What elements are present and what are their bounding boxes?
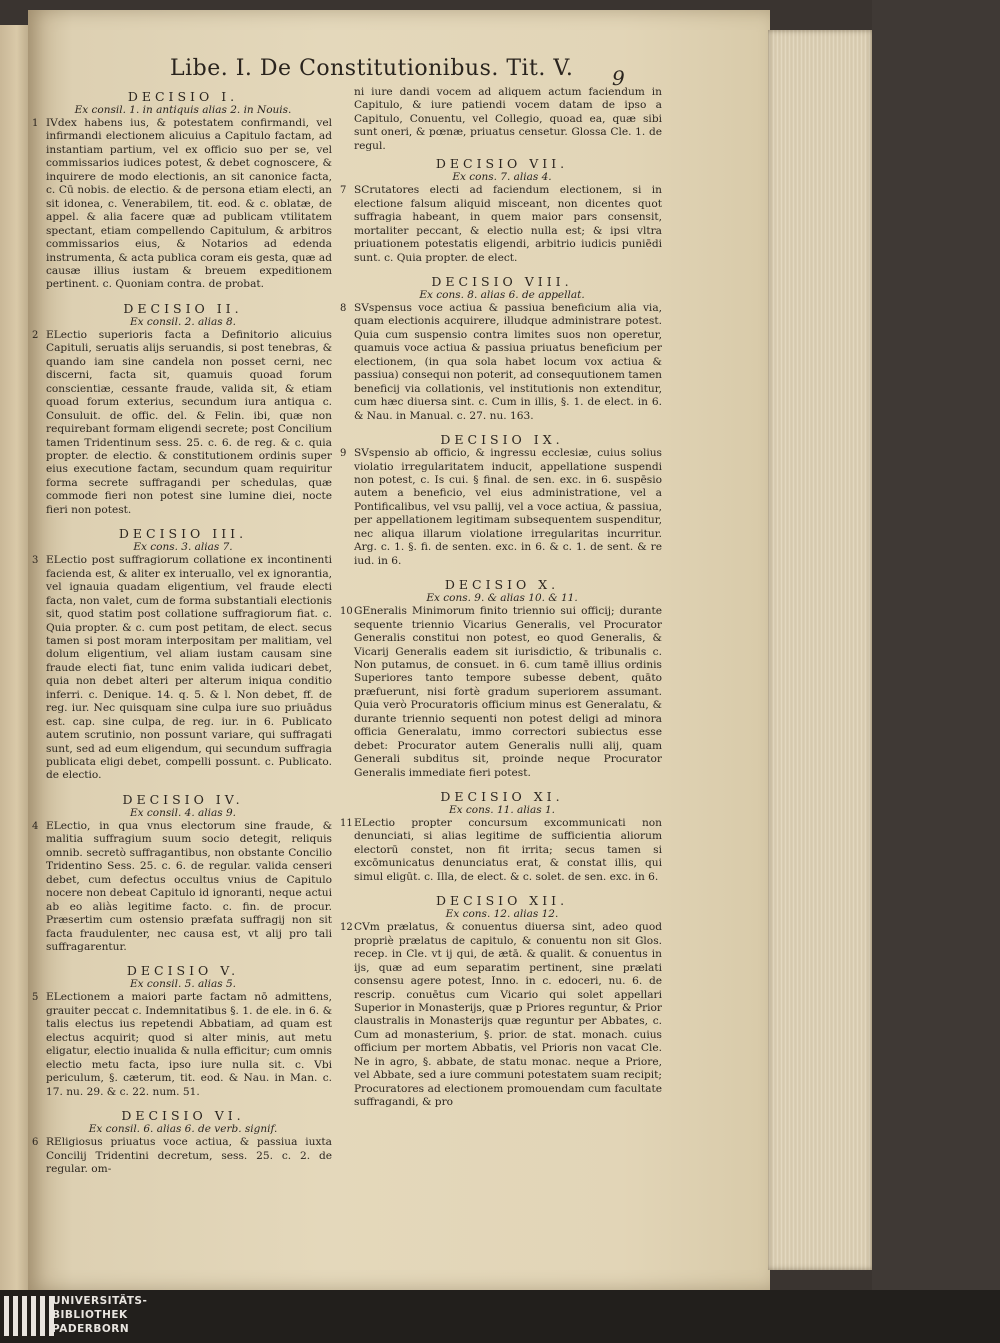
decisio-body — [342, 447, 662, 568]
decisio-text: GEneralis Minimorum finito triennio sui officij; durante sequente triennio Vicarius Generalis, vel Procurator Generalis constitui non potest, eo quod Generalis, & Vicarij Generalis eadem sit iurisdictio, & tribunalis c. Non putamus, de consuet. in 6. cum tamē illius ordinis Superiores tanto tempore subesse debent, quāto præfuerunt, nisi fortè gradum superiorem assumant. Quia verò Procuratoris officium minus est Generalatu, & durante triennio sequenti non potest deligi ad minora officia Generalatu, immo correctori subiectus esse debet: Procurator autem Generalis nulli alij, quam Generali subditus sit, proinde neque Procurator Generalis immediate fieri potest. — [354, 605, 662, 779]
decisio-body — [342, 921, 662, 1109]
decisio-text: SCrutatores electi ad faciendum electionem, si in electione falsum aliquid misceant, non dicentes quot suffragia habeant, in quem maior pars consensit, mortaliter peccant, & electio nulla est; & ipsi vltra priuationem potestatis eligendi, arbitrio iudicis puniēdi sunt. c. Quia propter. de elect. — [354, 184, 662, 264]
right-column — [342, 86, 662, 1116]
decisio-text: IVdex habens ius, & potestatem confirmandi, vel infirmandi electionem alicuius a Capitulo factam, ad instantiam partium, vel ex officio suo per se, vel commissarios iudices potest, & debet cognoscere, & inquirere de modo electionis, an sit canonice facta, c. Cū nobis. de electio. & de persona etiam electi, an sit idonea, c. Venerabilem, tit. eod. & c. oblatæ, de appel. & alia facere quæ ad publicam vtilitatem spectant, etiam compellendo Capitulum, & arbitros commissarios eius, & Notarios ad edenda instrumenta, & acta publica coram eis gesta, quæ ad causæ illius iustam & breuem expeditionem pertinent. c. Quoniam contra. de probat. — [46, 117, 332, 291]
decisio-text: REligiosus priuatus voce actiua, & passiua iuxta Concilij Tridentini decretum, sess. 25. c. 2. de regular. om- — [46, 1136, 332, 1175]
decisio-text: ELectio superioris facta a Definitorio alicuius Capituli, seruatis alijs seruandis, si post tenebras, & quando iam sine candela non posset cerni, nec discerni, facta sit, quamuis quoad forum conscientiæ, cessante fraude, valida sit, & etiam quoad forum exterius, secundum iura antiqua c. Consuluit. de offic. del. & Felin. ibi, quæ non requirebant formam eligendi secrete; post Concilium tamen Tridentinum sess. 25. c. 6. de reg. & c. quia propter. de electio. & constitutionem ordinis super eius executione factam, secundum quam requiritur forma secrete suffragandi per schedulas, quæ commode fieri non potest sine lumine diei, nocte fieri non potest. — [46, 328, 332, 516]
decisio-text: ELectio, in qua vnus electorum sine fraude, & malitia suffragium suum socio detegit, reliquis omnib. secretò suffragantibus, non obstante Concilio Tridentino Sess. 25. c. 6. de regular. valida censeri debet, cum defectus occultus vnius de Capitulo nocere non debeat Capitulo id ignoranti, neque actui ab eo aliàs legitime facto. c. fin. de procur. Præsertim cum ostensio præfata suffragij non sit facta fraudulenter, nec causa est, vt alij pro tali suffragarentur. — [46, 819, 332, 954]
decisio-block — [342, 786, 662, 884]
decisio-heading: DECISIO VII. — [435, 156, 569, 172]
decisio-block — [34, 960, 332, 1099]
running-head: Libe. I. De Constitutionibus. Tit. V. — [170, 56, 574, 81]
decisio-block — [342, 271, 662, 423]
decisio-source: Ex consil. 5. alias 5. — [129, 978, 236, 991]
library-footer — [0, 1290, 1000, 1343]
decisio-block — [342, 429, 662, 568]
decisio-body — [34, 820, 332, 955]
decisio-body — [34, 117, 332, 292]
decisio-heading: DECISIO IV. — [122, 791, 244, 807]
decisio-block — [34, 86, 332, 292]
decisio-block — [34, 523, 332, 783]
logo-line: PADERBORN — [52, 1323, 130, 1335]
decisio-heading: DECISIO VIII. — [431, 273, 573, 289]
margin-number: 7 — [340, 185, 347, 197]
decisio-heading: DECISIO XI. — [440, 789, 564, 805]
previous-page-edge — [0, 25, 28, 1290]
decisio-source: Ex consil. 6. alias 6. de verb. signif. — [88, 1123, 278, 1136]
decisio-heading: DECISIO XII. — [435, 893, 569, 909]
page-number: 9 — [612, 66, 625, 90]
margin-number: 11 — [340, 818, 353, 830]
backboard — [872, 0, 1000, 1290]
decisio-block — [34, 789, 332, 955]
library-logo-text — [52, 1294, 147, 1336]
decisio-block — [342, 890, 662, 1109]
margin-number: 3 — [32, 555, 39, 567]
decisio-source: Ex cons. 8. alias 6. de appellat. — [419, 288, 585, 301]
decisio-source: Ex cons. 3. alias 7. — [133, 541, 233, 554]
library-logo-icon — [4, 1296, 54, 1336]
decisio-heading: DECISIO VI. — [121, 1108, 245, 1124]
decisio-source: Ex cons. 9. & alias 10. & 11. — [426, 592, 578, 605]
decisio-text: SVspensus voce actiua & passiua beneficium alia via, quam electionis acquirere, illudque administrare potest. Quia cum suspensio contra limites suos non operetur, quamuis voce actiua & passiua priuatus beneficium per electionem, (in qua sola habet locum vox actiua & passiua) consequi non poterit, ad consequutionem tamen beneficij via collationis, vel institutionis non extenditur, cum hæc diuersa sint. c. Cum in illis, §. 1. de elect. in 6. & Nau. in Manual. c. 27. nu. 163. — [354, 301, 662, 422]
decisio-block — [34, 1105, 332, 1176]
decisio-body — [342, 302, 662, 423]
margin-number: 8 — [340, 302, 347, 314]
margin-number: 9 — [340, 448, 347, 460]
decisio-source: Ex cons. 7. alias 4. — [452, 171, 552, 184]
decisio-text: CVm prælatus, & conuentus diuersa sint, adeo quod propriè prælatus de capitulo, & conuentu non sit Glos. recep. in Cle. vt ij qui, de ætā. & qualit. & conuentus in ijs, quæ ad eum separatim pertinent, sine prælati consensu agere potest, Inno. in c. edoceri, nu. 6. de rescrip. conuētus cum Vicario qui solet appellari Superior in Monasterijs, quæ p Priores reguntur, & Prior claustralis in Monasterijs quæ reguntur per Abbates, c. Cum ad monasterium, §. prior. de stat. monach. cuius officium per mortem Abbatis, vel Prioris non vacat Cle. Ne in agro, §. abbate, de statu monac. neque a Priore, vel Abbate, sed a iure communi potestatem suam recipit; Procuratores ad electionem promouendam cum facultate suffragandi, & pro — [354, 921, 662, 1109]
decisio-heading: DECISIO III. — [118, 526, 248, 542]
margin-number: 5 — [32, 992, 39, 1004]
decisio-body — [34, 991, 332, 1099]
decisio-source: Ex cons. 11. alias 1. — [449, 804, 555, 817]
margin-number: 2 — [32, 329, 39, 341]
margin-number: 4 — [32, 820, 39, 832]
decisio-source: Ex consil. 2. alias 8. — [129, 315, 236, 328]
decisio-heading: DECISIO IX. — [440, 432, 564, 448]
margin-number: 10 — [340, 606, 353, 618]
decisio-body — [34, 554, 332, 783]
decisio-source: Ex consil. 1. in antiquis alias 2. in Nouis. — [74, 104, 292, 116]
decisio-heading: DECISIO V. — [126, 963, 240, 979]
decisio-source: Ex cons. 12. alias 12. — [445, 908, 559, 921]
logo-line: BIBLIOTHEK — [52, 1309, 128, 1321]
decisio-block — [34, 298, 332, 517]
decisio-block — [342, 574, 662, 780]
decisio-text: ELectionem a maiori parte factam nō admittens, grauiter peccat c. Indemnitatibus §. 1. de ele. in 6. & talis electus ius repetendi Abbatiam, ad quam est electus acquirit; quod si alter minis, aut metu eligatur, electio inualida & nulla efficitur; cum omnis electio metu facta, ipso iure nulla sit. c. Vbi periculum, §. cæterum, tit. eod. & Nau. in Man. c. 17. nu. 29. & c. 22. num. 51. — [46, 991, 332, 1098]
decisio-body — [34, 1136, 332, 1176]
margin-number: 12 — [340, 922, 353, 934]
decisio-body — [342, 817, 662, 884]
logo-line: UNIVERSITÄTS- — [52, 1295, 148, 1307]
decisio-heading: DECISIO II. — [123, 300, 243, 316]
decisio-block — [342, 153, 662, 265]
decisio-source: Ex consil. 4. alias 9. — [129, 806, 236, 819]
decisio-text: ELectio propter concursum excommunicati non denunciati, si alias legitime de sufficientia aliorum electorū constet, non fit irrita; secus tamen si excōmunicatus denunciatus erat, & constat illis, qui simul eligūt. c. Illa, de elect. & c. solet. de sen. exc. in 6. — [354, 817, 662, 883]
decisio-heading: DECISIO X. — [444, 577, 560, 593]
decisio-text: ELectio post suffragiorum collatione ex incontinenti facienda est, & aliter ex interuallo, vel ex ignorantia, vel ignauia quadam eligentium, vel fraude electi facta, non valet, cum de forma substantiali electionis sit, quod statim post collatione suffragiorum fiat. c. Quia propter. & c. cum post petitam, de elect. secus tamen si post moram interpositam per malitiam, vel dolum eligentium, vel aliam iustam causam sine fraude electi fiat, tunc enim valida iudicari debet, quia non debet alteri per alterum iniqua conditio inferri. c. Denique. 14. q. 5. & l. Non debet, ff. de reg. iur. Nec quisquam sine culpa iure suo priuādus est. cap. sine culpa, de reg. iur. in 6. Publicato autem scrutinio, non possunt variare, qui suffragati sunt, sed ad eum eligendum, qui secundum suffragia publicata eligi debet, compelli possunt. c. Publicato. de electio. — [46, 554, 332, 782]
page-stack-edges — [768, 30, 872, 1270]
continuation-text: ni iure dandi vocem ad aliquem actum faciendum in Capitulo, & iure patiendi vocem datam de ipso a Capitulo, Conuentu, vel Collegio, quoad ea, quæ sibi sunt oneri, & pœnæ, priuatus censetur. Glossa Cle. 1. de regul. — [354, 86, 662, 152]
decisio-body — [342, 605, 662, 780]
margin-number: 1 — [32, 118, 39, 129]
decisio-heading: DECISIO I. — [127, 89, 239, 104]
decisio-body — [342, 184, 662, 265]
left-column — [34, 86, 332, 1182]
decisio-text: SVspensio ab officio, & ingressu ecclesiæ, cuius solius violatio irregularitatem inducit, appellatione suspendi non potest, c. Is cui. § final. de sen. exc. in 6. suspēsio autem a beneficio, vel eius administratione, vel a Pontificalibus, vel vsu pallij, vel a voce actiua, & passiua, per appellationem legitimam subsequentem suspenditur, nec aliqua illarum violatione irregularitas incurritur. Arg. c. 1. §. fi. de senten. exc. in 6. & c. 1. de sent. & re iud. in 6. — [354, 447, 662, 567]
margin-number: 6 — [32, 1137, 39, 1149]
decisio-body — [34, 329, 332, 517]
